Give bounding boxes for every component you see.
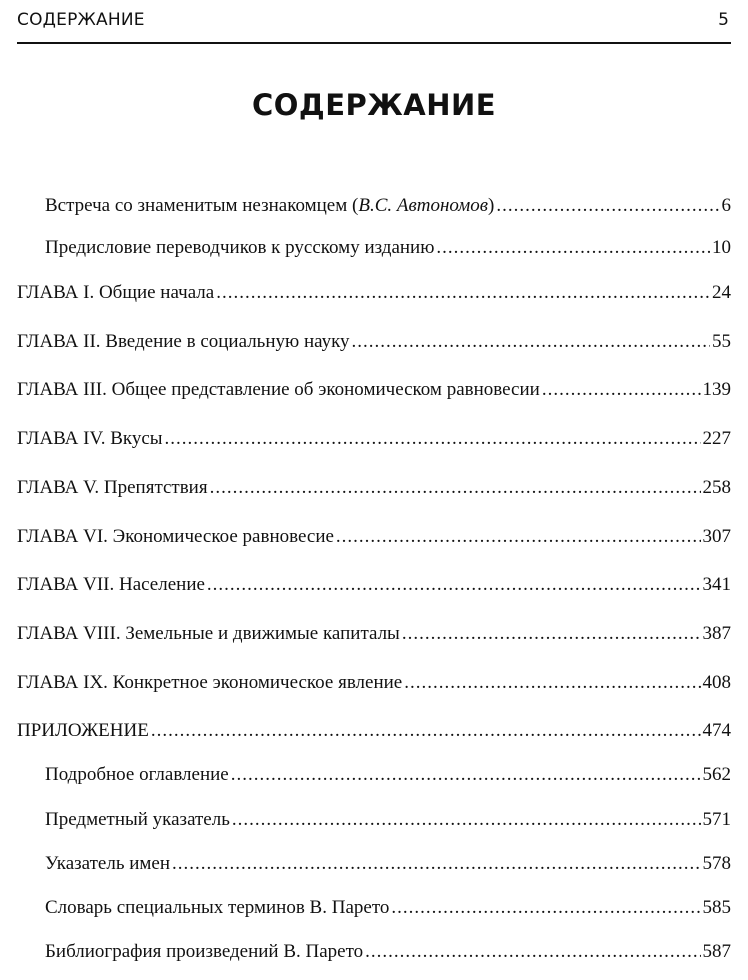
toc-entry-page: 55 [712,331,731,352]
toc-entry-page: 585 [702,897,731,918]
toc-entry-chapter-2[interactable] [17,331,731,357]
dot-leader [231,764,701,786]
dot-leader [172,853,700,875]
dot-leader [352,331,710,353]
toc-entry-title: ГЛАВА IV. Вкусы [17,428,163,449]
dot-leader [216,282,710,304]
toc-entry-page: 578 [702,853,731,874]
toc-entry-chapter-7[interactable] [17,574,731,600]
toc-entry-title: ГЛАВА V. Препятствия [17,477,208,498]
toc-entry-chapter-1[interactable] [17,282,731,308]
dot-leader [165,428,701,450]
dot-leader [365,941,700,963]
toc-entry-title: ГЛАВА II. Введение в социальную науку [17,331,350,352]
running-header-title: СОДЕРЖАНИЕ [17,10,145,30]
toc-entry-detailed-contents[interactable] [45,764,731,790]
toc-entry-page: 341 [702,574,731,595]
toc-entry-title: Предисловие переводчиков к русскому изданию [45,237,435,258]
toc-entry-chapter-3[interactable] [17,379,731,405]
toc-entry-chapter-6[interactable] [17,526,731,552]
running-header [17,8,731,44]
toc-entry-title: Встреча со знаменитым незнакомцем (В.С. Автономов) [45,195,495,216]
toc-entry-page: 6 [721,195,731,216]
toc-entry-chapter-9[interactable] [17,672,731,698]
toc-entry-glossary[interactable] [45,897,731,923]
dot-leader [496,195,719,217]
toc-entry-page: 10 [712,237,731,258]
toc-entry-appendix[interactable] [17,720,731,746]
dot-leader [207,574,701,596]
toc-entry-chapter-5[interactable] [17,477,731,503]
toc-entry-title: Словарь специальных терминов В. Парето [45,897,390,918]
running-header-page-number: 5 [718,10,729,30]
toc-entry-name-index[interactable] [45,853,731,879]
toc-entry-title: Библиография произведений В. Парето [45,941,364,962]
toc-entry-title: Предметный указатель [45,809,230,830]
toc-entry-title: ГЛАВА IX. Конкретное экономическое явление [17,672,403,693]
toc-entry-foreword-avtonomov[interactable] [45,195,731,221]
dot-leader [232,809,701,831]
toc-entry-title: ГЛАВА I. Общие начала [17,282,215,303]
toc-entry-page: 227 [702,428,731,449]
toc-entry-page: 387 [702,623,731,644]
toc-entry-chapter-8[interactable] [17,623,731,649]
dot-leader [391,897,700,919]
dot-leader [404,672,700,694]
toc-entry-title: ГЛАВА VIII. Земельные и движимые капиталы [17,623,400,644]
toc-entry-title: ПРИЛОЖЕНИЕ [17,720,149,741]
toc-entry-page: 139 [702,379,731,400]
toc-entry-page: 562 [702,764,731,785]
toc-entry-page: 587 [702,941,731,962]
toc-entry-title: ГЛАВА III. Общее представление об экономическом равновесии [17,379,540,400]
toc-entry-subject-index[interactable] [45,809,731,835]
toc-entry-bibliography[interactable] [45,941,731,967]
toc-entry-page: 258 [702,477,731,498]
dot-leader [436,237,710,259]
dot-leader [402,623,701,645]
toc-entry-title: ГЛАВА VI. Экономическое равновесие [17,526,334,547]
dot-leader [542,379,701,401]
dot-leader [336,526,701,548]
toc-entry-page: 307 [702,526,731,547]
dot-leader [210,477,701,499]
toc-entry-title: ГЛАВА VII. Население [17,574,205,595]
toc-entry-translators-preface[interactable] [45,237,731,263]
toc-entry-title: Указатель имен [45,853,171,874]
toc-entry-chapter-4[interactable] [17,428,731,454]
dot-leader [151,720,701,742]
toc-entry-page: 474 [702,720,731,741]
toc-entry-author: В.С. Автономов [358,195,489,216]
toc-entry-page: 408 [702,672,731,693]
toc-entry-page: 571 [702,809,731,830]
toc-entry-title: Подробное оглавление [45,764,229,785]
toc-entry-page: 24 [712,282,731,303]
page-title: СОДЕРЖАНИЕ [251,88,497,122]
